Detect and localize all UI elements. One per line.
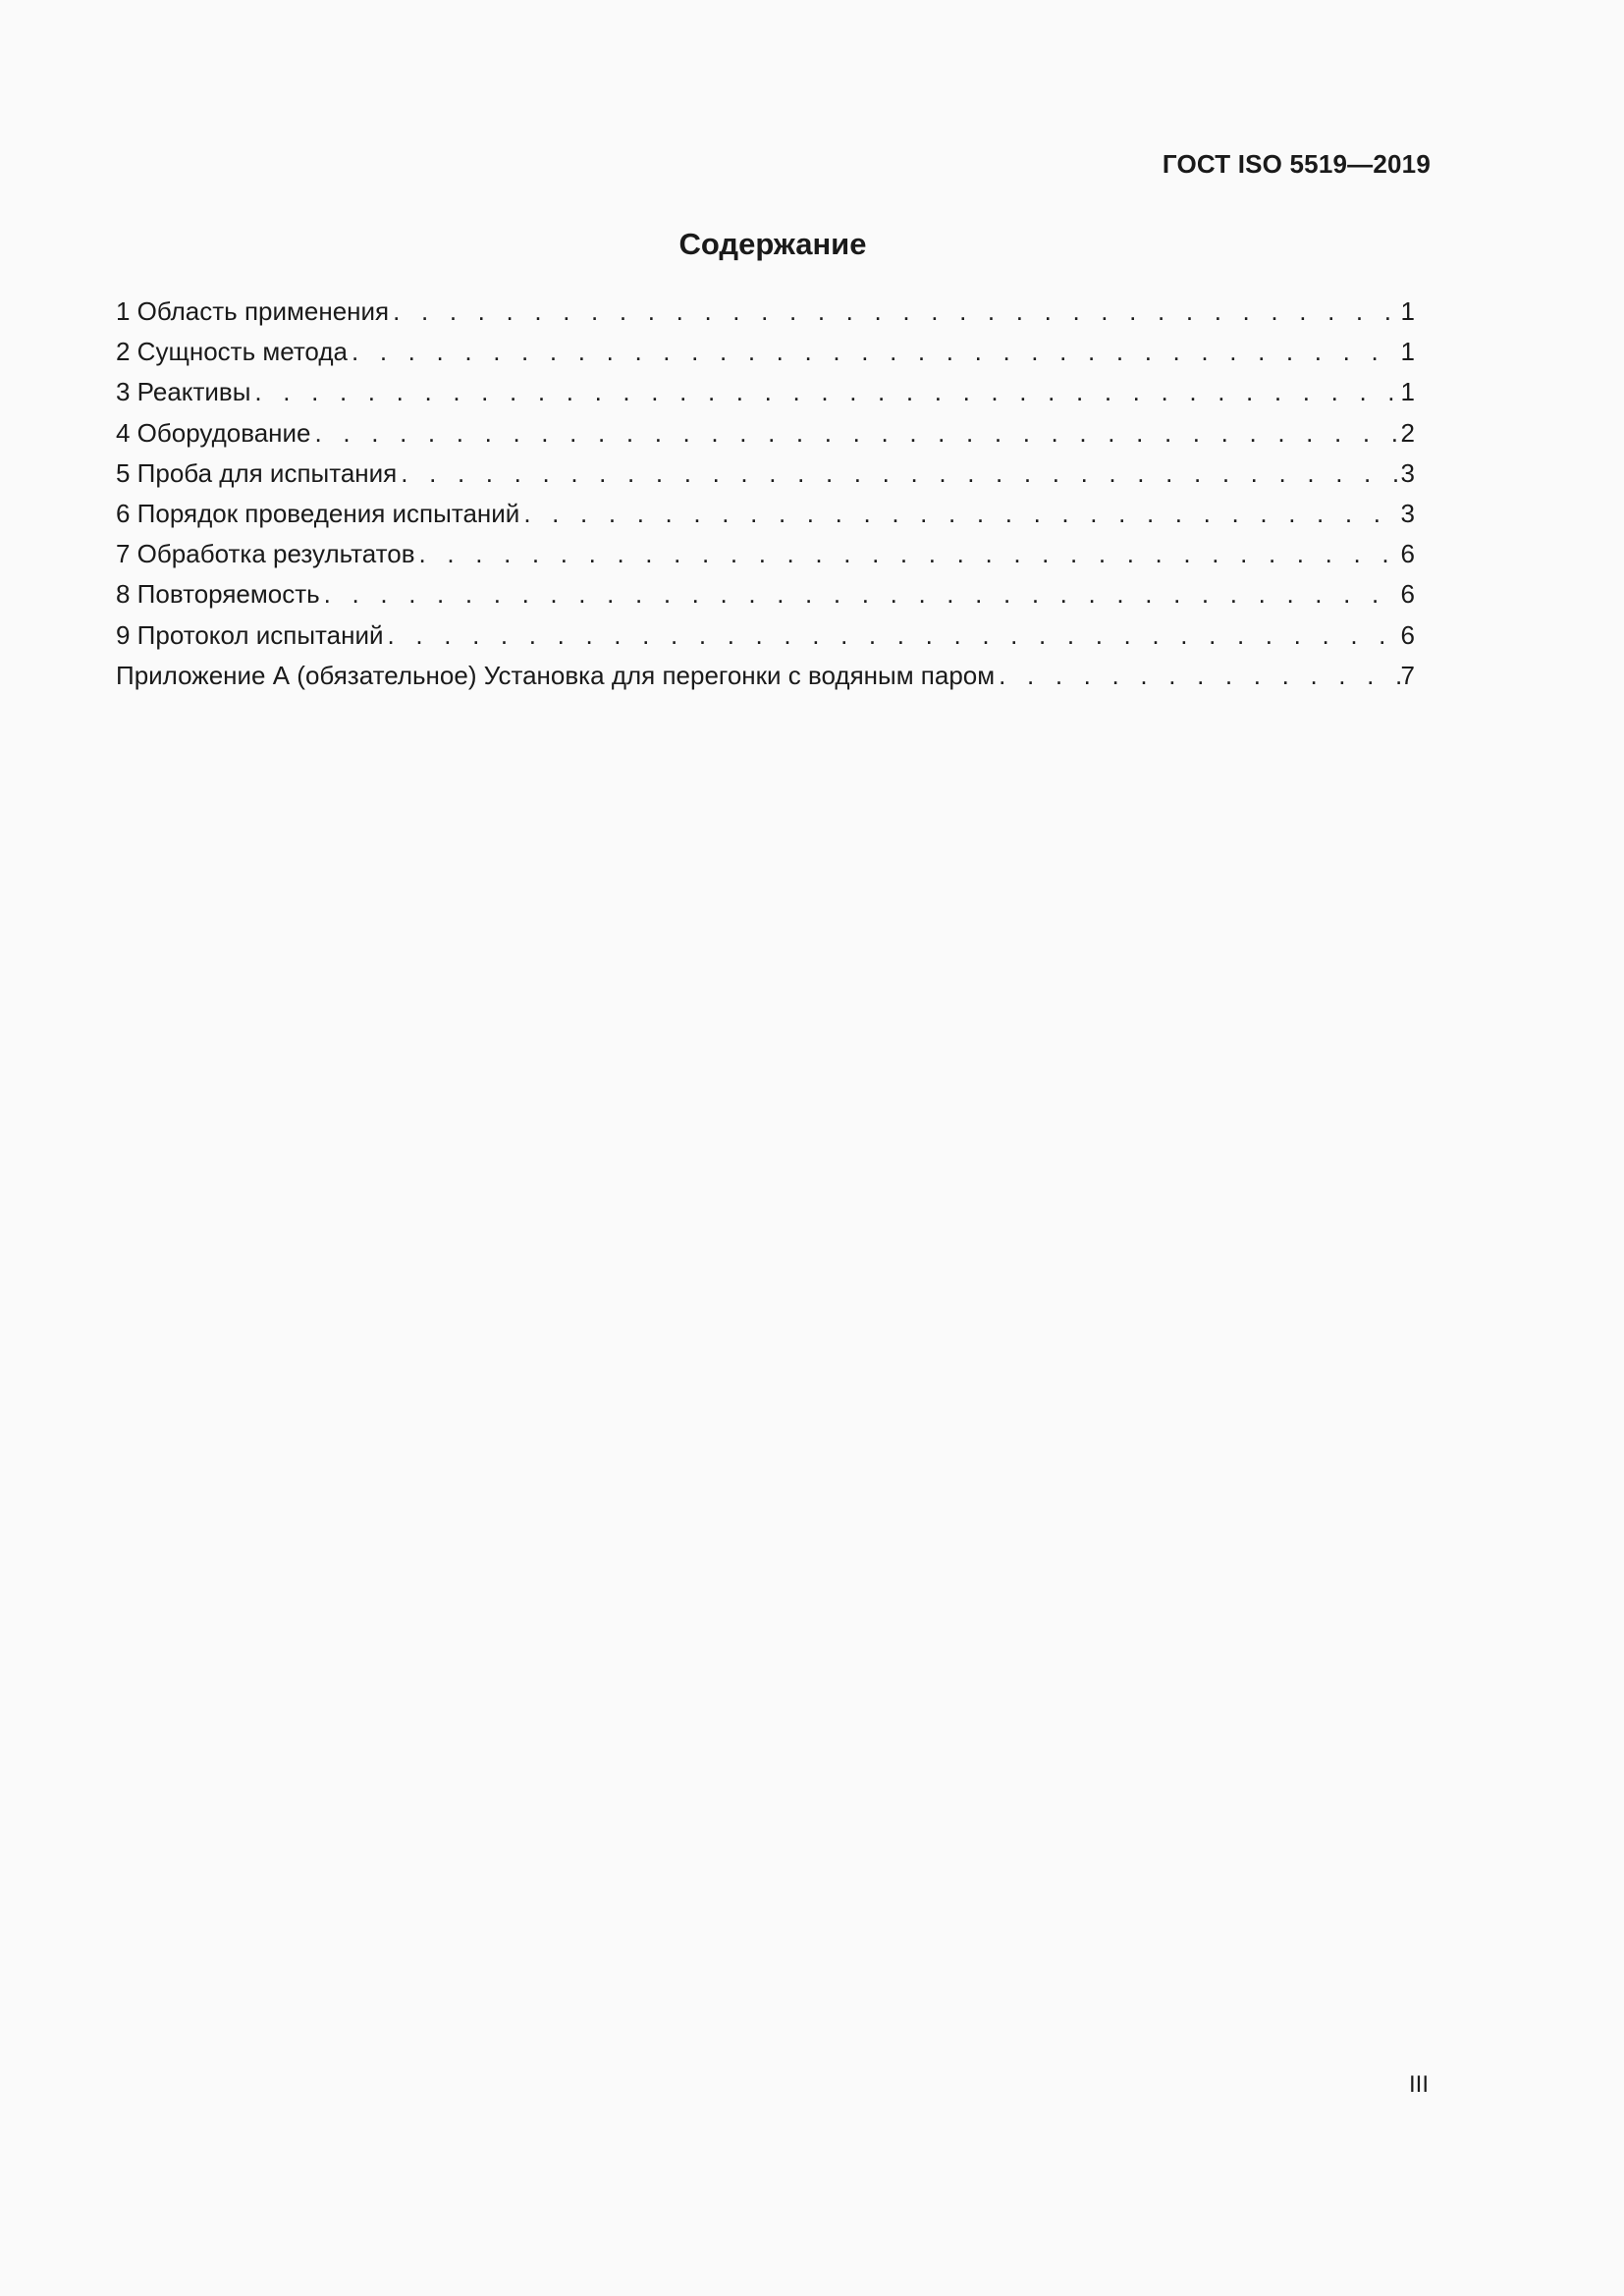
page-number: III (1408, 2071, 1429, 2098)
toc-entry-equipment[interactable] (116, 417, 1415, 457)
toc-dot-leader (999, 660, 1400, 692)
toc-entry-label: 5 Проба для испытания (116, 457, 398, 488)
toc-dot-leader (324, 578, 1401, 611)
toc-dot-leader (401, 457, 1400, 490)
toc-entry-repeatability[interactable] (116, 578, 1415, 618)
toc-dot-leader (419, 538, 1401, 570)
toc-entry-label: 4 Оборудование (116, 417, 311, 448)
toc-entry-page: 6 (1400, 579, 1415, 610)
toc-entry-annex-a[interactable] (116, 660, 1415, 700)
toc-entry-label: Приложение А (обязательное) Установка для перегонки с водяным паром (116, 660, 996, 690)
toc-entry-label: 6 Порядок проведения испытаний (116, 498, 520, 528)
toc-entry-procedure[interactable] (116, 498, 1415, 538)
toc-entry-page: 3 (1400, 498, 1415, 528)
toc-entry-page: 1 (1400, 337, 1415, 367)
toc-entry-page: 2 (1400, 417, 1415, 448)
toc-entry-method-principle[interactable] (116, 336, 1415, 376)
toc-entry-page: 3 (1400, 457, 1415, 488)
toc-dot-leader (393, 295, 1400, 328)
toc-entry-label: 1 Область применения (116, 296, 390, 326)
toc-entry-page: 1 (1400, 377, 1415, 407)
toc-entry-reagents[interactable] (116, 376, 1415, 416)
toc-entry-label: 8 Повторяемость (116, 579, 320, 610)
toc-entry-label: 3 Реактивы (116, 377, 251, 407)
toc-title: Содержание (678, 227, 867, 261)
toc-entry-label: 7 Обработка результатов (116, 539, 415, 569)
toc-entry-test-sample[interactable] (116, 457, 1415, 498)
toc-entry-scope[interactable] (116, 295, 1415, 336)
toc-entry-page: 7 (1400, 660, 1415, 690)
toc-entry-results-processing[interactable] (116, 538, 1415, 578)
toc-entry-test-report[interactable] (116, 619, 1415, 660)
toc-entry-label: 9 Протокол испытаний (116, 619, 384, 650)
toc-entry-page: 6 (1400, 539, 1415, 569)
toc-dot-leader (352, 336, 1401, 368)
toc-dot-leader (388, 619, 1401, 652)
toc-dot-leader (254, 376, 1400, 408)
document-code: ГОСТ ISO 5519—2019 (1162, 149, 1431, 179)
toc-dot-leader (523, 498, 1400, 530)
toc-entry-page: 1 (1400, 296, 1415, 326)
toc-entry-label: 2 Сущность метода (116, 337, 348, 367)
table-of-contents (116, 295, 1415, 700)
toc-entry-page: 6 (1400, 619, 1415, 650)
toc-dot-leader (315, 417, 1401, 450)
